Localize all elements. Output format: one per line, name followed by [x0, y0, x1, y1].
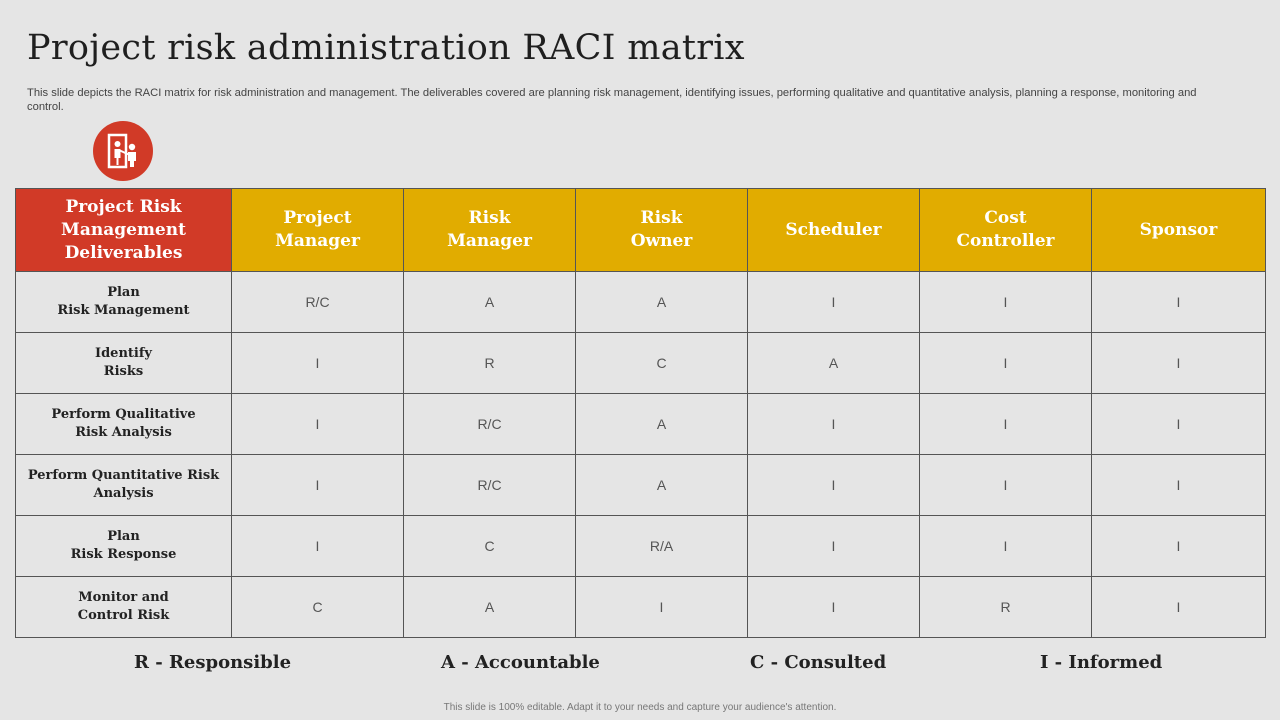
header-risk-owner: Risk Owner: [576, 189, 748, 272]
table-row: [16, 455, 1266, 516]
row-label: Identify Risks: [16, 333, 232, 394]
person-door-icon: [106, 132, 140, 170]
table-cell: I: [748, 577, 920, 638]
table-cell: C: [232, 577, 404, 638]
table-cell: I: [1092, 394, 1266, 455]
table-cell: I: [748, 272, 920, 333]
table-cell: R: [404, 333, 576, 394]
row-label: Plan Risk Response: [16, 516, 232, 577]
table-cell: R: [920, 577, 1092, 638]
legend-accountable: A - Accountable: [441, 652, 600, 673]
legend-informed: I - Informed: [1040, 652, 1163, 673]
row-label: Monitor and Control Risk: [16, 577, 232, 638]
raci-matrix-table: [15, 188, 1266, 638]
table-cell: I: [232, 394, 404, 455]
table-cell: A: [404, 577, 576, 638]
table-cell: I: [748, 394, 920, 455]
table-cell: I: [920, 333, 1092, 394]
table-cell: I: [920, 516, 1092, 577]
table-cell: I: [1092, 516, 1266, 577]
table-cell: C: [576, 333, 748, 394]
header-risk-manager: Risk Manager: [404, 189, 576, 272]
row-label: Plan Risk Management: [16, 272, 232, 333]
table-cell: I: [232, 455, 404, 516]
table-cell: I: [232, 516, 404, 577]
table-header-row: [16, 189, 1266, 272]
table-row: [16, 516, 1266, 577]
slide-title: Project risk administration RACI matrix: [27, 28, 745, 68]
header-sponsor: Sponsor: [1092, 189, 1266, 272]
table-row: [16, 394, 1266, 455]
legend-consulted: C - Consulted: [750, 652, 887, 673]
table-cell: I: [748, 455, 920, 516]
legend-responsible: R - Responsible: [134, 652, 292, 673]
icon-badge: [93, 121, 153, 181]
table-cell: A: [748, 333, 920, 394]
table-cell: R/A: [576, 516, 748, 577]
table-cell: I: [1092, 272, 1266, 333]
table-cell: I: [232, 333, 404, 394]
table-row: [16, 333, 1266, 394]
header-deliverables: Project Risk Management Deliverables: [16, 189, 232, 272]
table-cell: A: [576, 455, 748, 516]
table-cell: I: [1092, 333, 1266, 394]
table-cell: I: [1092, 455, 1266, 516]
row-label: Perform Qualitative Risk Analysis: [16, 394, 232, 455]
slide-description: This slide depicts the RACI matrix for risk administration and management. The deliverables covered are planning risk management, identifying issues, performing qualitative and quantitative analysis, planning a response, monitoring and control.: [27, 87, 1197, 113]
slide-footer: This slide is 100% editable. Adapt it to your needs and capture your audience's attention.: [443, 702, 837, 713]
table-row: [16, 577, 1266, 638]
table-cell: R/C: [404, 394, 576, 455]
table-cell: A: [404, 272, 576, 333]
table-row: [16, 272, 1266, 333]
table-cell: I: [920, 394, 1092, 455]
table-cell: A: [576, 394, 748, 455]
table-cell: C: [404, 516, 576, 577]
row-label: Perform Quantitative Risk Analysis: [16, 455, 232, 516]
header-scheduler: Scheduler: [748, 189, 920, 272]
table-cell: R/C: [232, 272, 404, 333]
table-cell: I: [1092, 577, 1266, 638]
header-cost-controller: Cost Controller: [920, 189, 1092, 272]
table-cell: I: [576, 577, 748, 638]
table-cell: I: [748, 516, 920, 577]
table-cell: I: [920, 272, 1092, 333]
header-project-manager: Project Manager: [232, 189, 404, 272]
table-cell: I: [920, 455, 1092, 516]
table-cell: R/C: [404, 455, 576, 516]
table-cell: A: [576, 272, 748, 333]
